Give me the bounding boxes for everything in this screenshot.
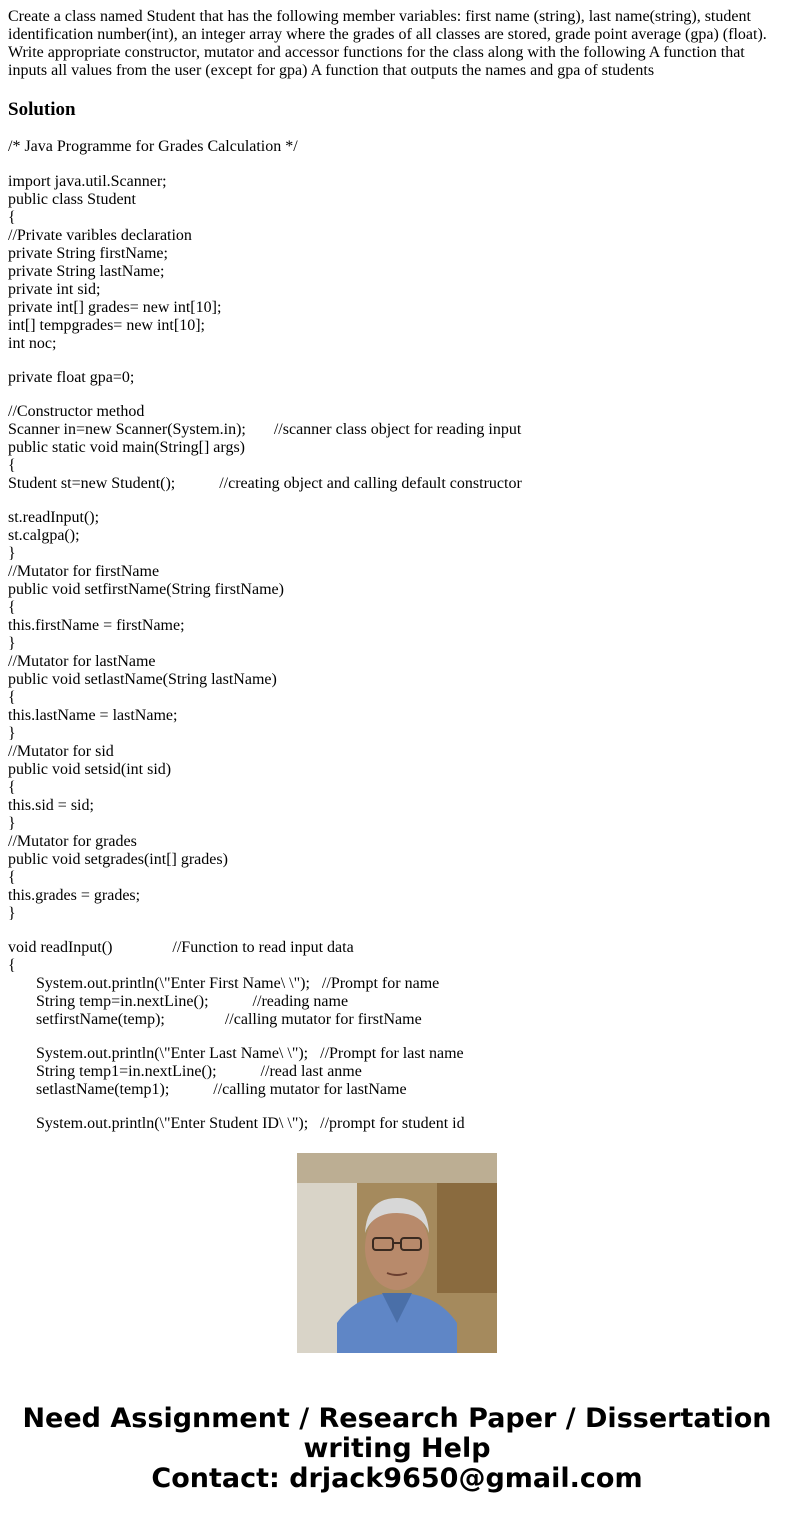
code-blank-line bbox=[8, 923, 784, 939]
code-line: { bbox=[8, 689, 16, 706]
code-line: import java.util.Scanner; bbox=[8, 173, 167, 190]
person-photo-icon bbox=[297, 1153, 497, 1353]
code-line: void readInput() //Function to read input data bbox=[8, 939, 354, 956]
code-line: setfirstName(temp); //calling mutator for firstName bbox=[8, 1011, 422, 1028]
code-line: private String firstName; bbox=[8, 245, 168, 262]
code-line: public void setfirstName(String firstName) bbox=[8, 581, 284, 598]
footer-line-1: Need Assignment / Research Paper / Dissertation bbox=[22, 1403, 772, 1434]
code-line: { bbox=[8, 869, 16, 886]
code-line: this.grades = grades; bbox=[8, 887, 141, 904]
code-line: public void setsid(int sid) bbox=[8, 761, 172, 778]
code-line: Student st=new Student(); //creating object and calling default constructor bbox=[8, 475, 522, 492]
code-title-comment: /* Java Programme for Grades Calculation */ bbox=[8, 138, 298, 155]
code-line: Scanner in=new Scanner(System.in); //scanner class object for reading input bbox=[8, 421, 522, 438]
code-line: //Private varibles declaration bbox=[8, 227, 192, 244]
code-line: } bbox=[8, 725, 16, 742]
code-blank-line bbox=[8, 1099, 784, 1115]
code-line: this.lastName = lastName; bbox=[8, 707, 178, 724]
code-line: //Mutator for grades bbox=[8, 833, 137, 850]
code-blank-line bbox=[8, 493, 784, 509]
code-line: { bbox=[8, 779, 16, 796]
code-line: System.out.println(\"Enter First Name\ \"); //Prompt for name bbox=[8, 975, 440, 992]
code-line: public class Student bbox=[8, 191, 136, 208]
code-line: String temp1=in.nextLine(); //read last anme bbox=[8, 1063, 362, 1080]
code-line: //Mutator for firstName bbox=[8, 563, 160, 580]
code-line: int noc; bbox=[8, 335, 57, 352]
code-line: public void setlastName(String lastName) bbox=[8, 671, 277, 688]
code-line: System.out.println(\"Enter Student ID\ \"); //prompt for student id bbox=[8, 1115, 465, 1132]
code-line: } bbox=[8, 545, 16, 562]
code-line: setlastName(temp1); //calling mutator for lastName bbox=[8, 1081, 407, 1098]
code-line: //Mutator for lastName bbox=[8, 653, 156, 670]
footer-line-3: Contact: drjack9650@gmail.com bbox=[151, 1463, 643, 1494]
code-line: } bbox=[8, 905, 16, 922]
code-line: String temp=in.nextLine(); //reading name bbox=[8, 993, 349, 1010]
code-line: { bbox=[8, 599, 16, 616]
contact-banner bbox=[0, 1404, 794, 1494]
code-line: st.calgpa(); bbox=[8, 527, 80, 544]
code-line: private int sid; bbox=[8, 281, 101, 298]
code-line: int[] tempgrades= new int[10]; bbox=[8, 317, 205, 334]
code-line: System.out.println(\"Enter Last Name\ \"); //Prompt for last name bbox=[8, 1045, 464, 1062]
solution-heading: Solution bbox=[8, 99, 76, 120]
footer-line-2: writing Help bbox=[303, 1433, 491, 1464]
author-avatar bbox=[297, 1153, 497, 1353]
code-line: private String lastName; bbox=[8, 263, 165, 280]
code-line: this.firstName = firstName; bbox=[8, 617, 185, 634]
code-line: { bbox=[8, 457, 16, 474]
code-blank-line bbox=[8, 353, 784, 369]
code-line: public static void main(String[] args) bbox=[8, 439, 245, 456]
code-line: public void setgrades(int[] grades) bbox=[8, 851, 228, 868]
code-line: { bbox=[8, 957, 16, 974]
code-line: st.readInput(); bbox=[8, 509, 100, 526]
code-blank-line bbox=[8, 387, 784, 403]
code-line: } bbox=[8, 815, 16, 832]
code-line: //Constructor method bbox=[8, 403, 145, 420]
code-block bbox=[8, 173, 784, 1132]
question-text: Create a class named Student that has the following member variables: first name (string), last name(string), student identification number(int), an integer array where the grades of all classes are stored, grade point average (gpa) (float). Write appropriate constructor, mutator and accessor functions for the class along with the following A function that inputs all values from the user (except for gpa) A function that outputs the names and gpa of students bbox=[8, 8, 767, 79]
code-line: //Mutator for sid bbox=[8, 743, 114, 760]
code-line: this.sid = sid; bbox=[8, 797, 94, 814]
document bbox=[8, 8, 784, 156]
code-line: } bbox=[8, 635, 16, 652]
code-blank-line bbox=[8, 1029, 784, 1045]
code-line: private int[] grades= new int[10]; bbox=[8, 299, 222, 316]
code-line: { bbox=[8, 209, 16, 226]
code-line: private float gpa=0; bbox=[8, 369, 135, 386]
